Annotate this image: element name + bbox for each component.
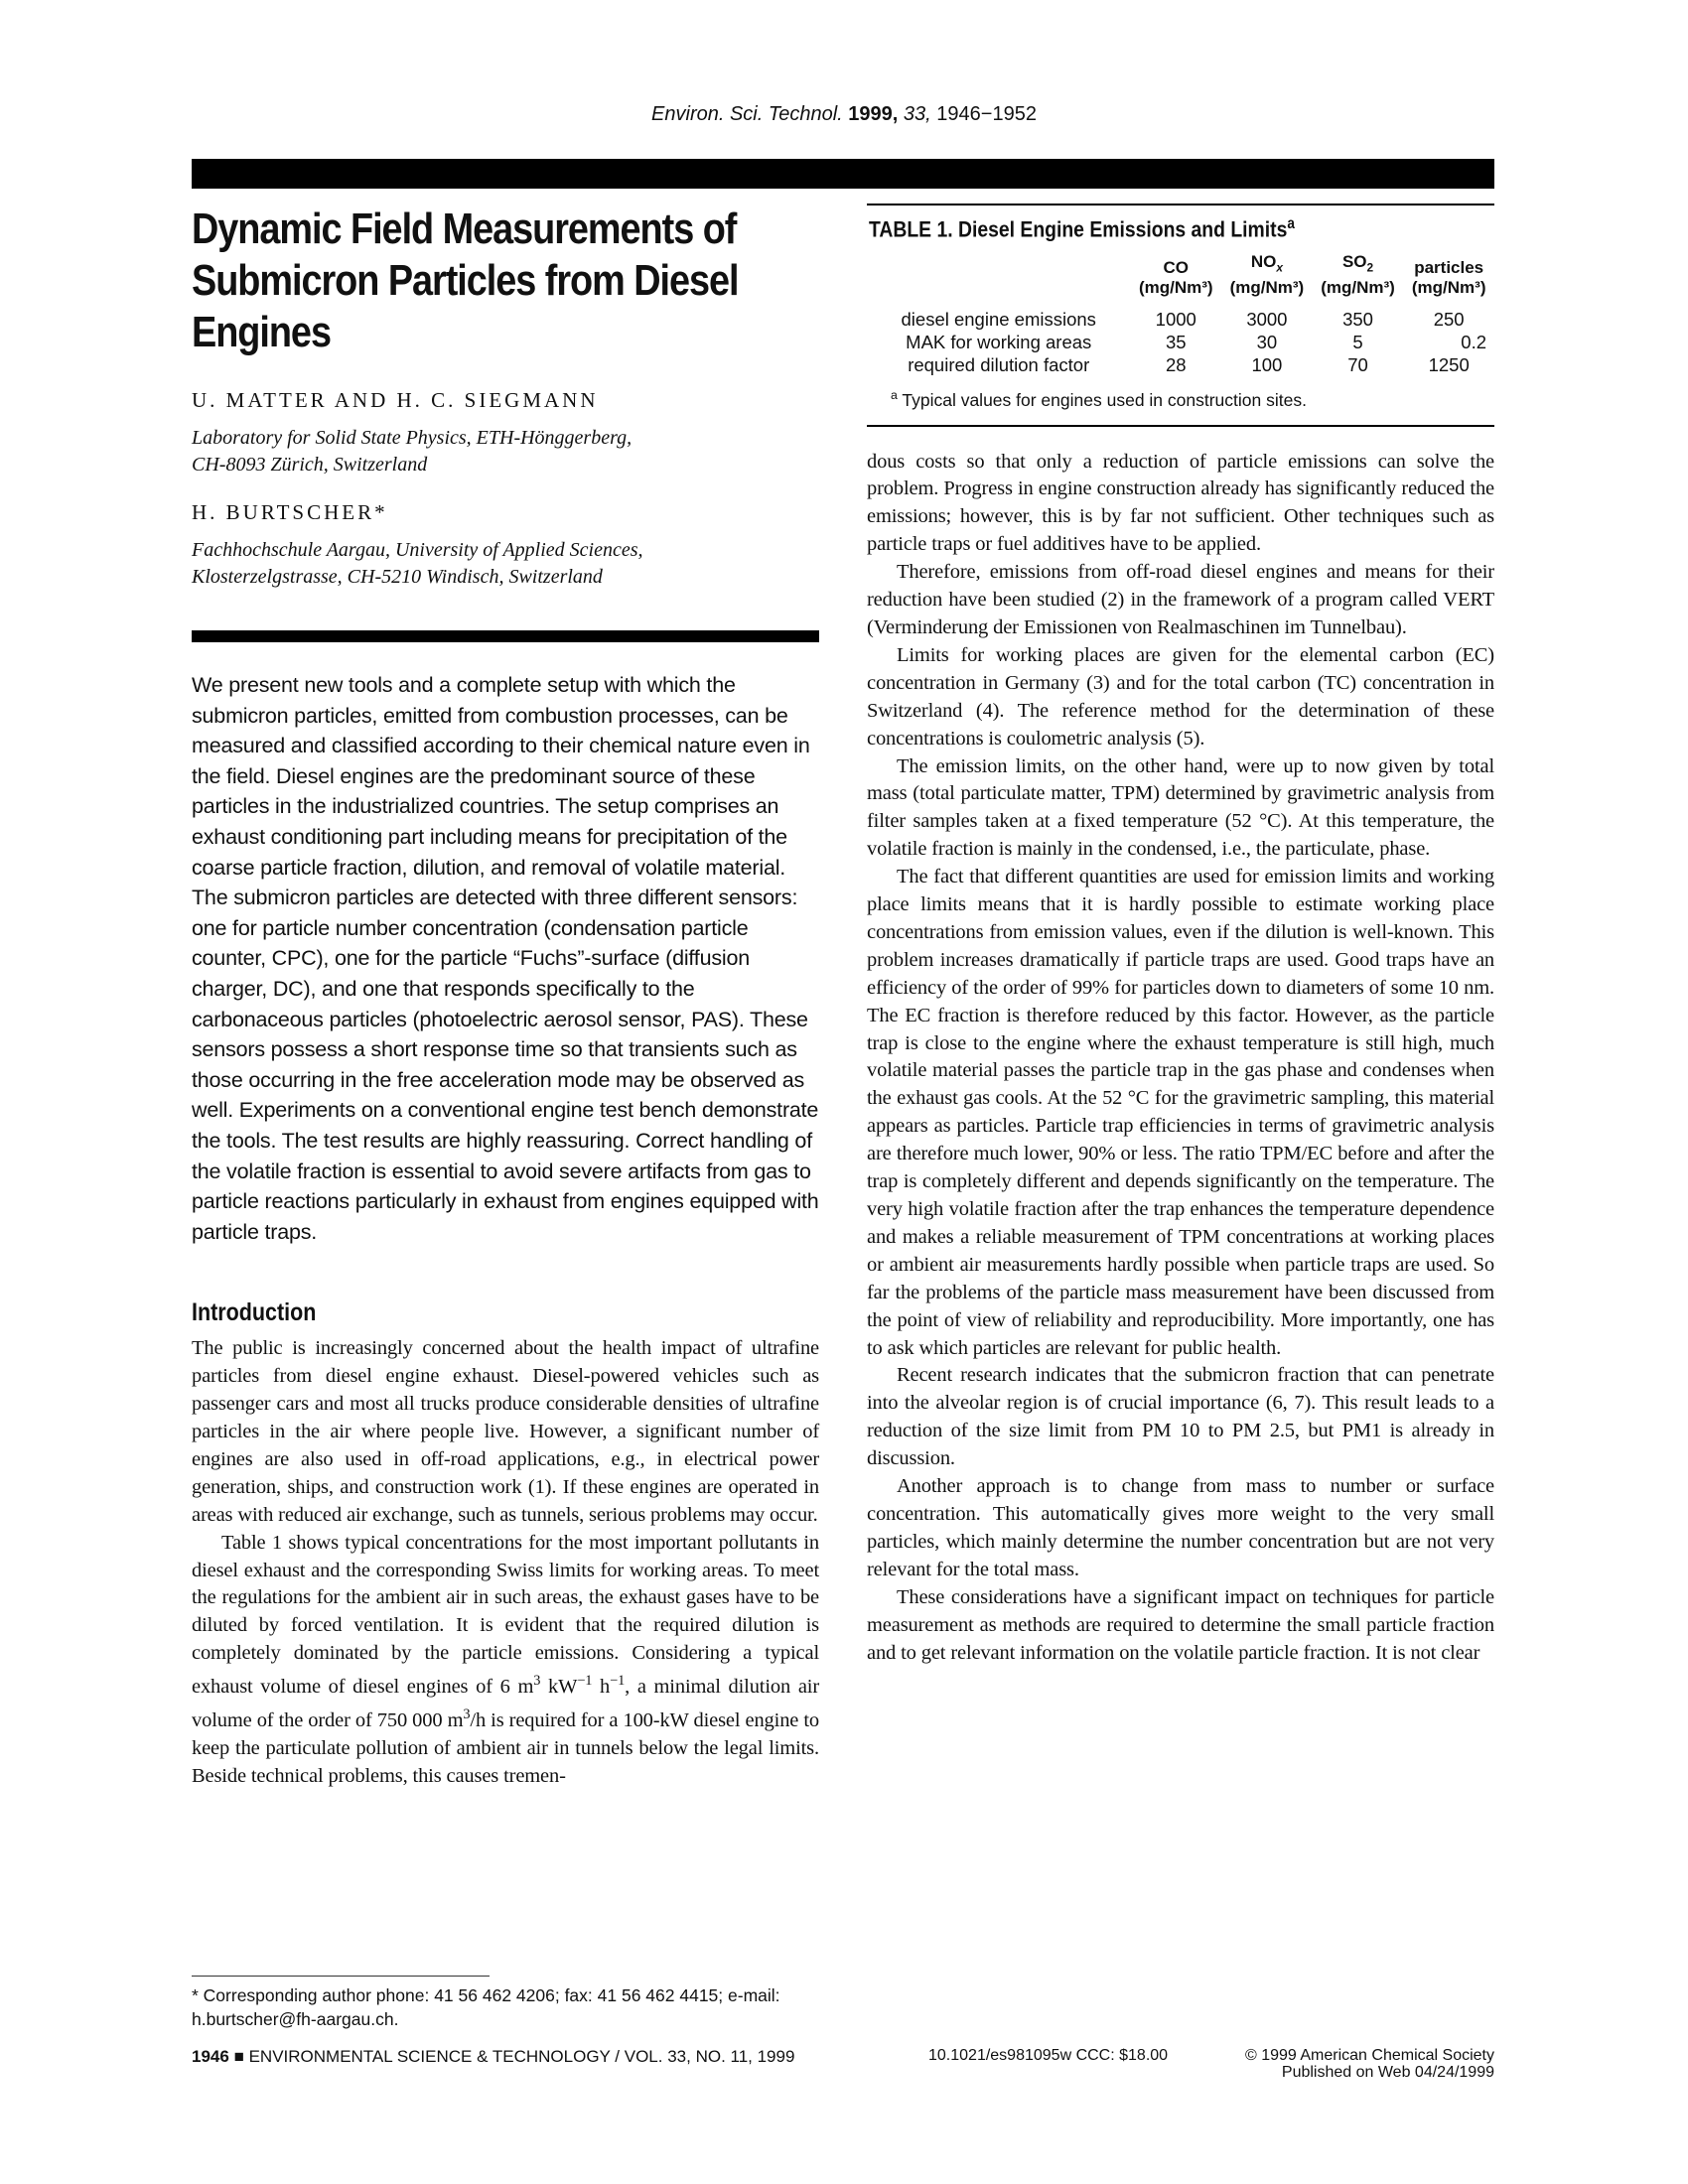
table-1-title-text: TABLE 1. Diesel Engine Emissions and Limits — [869, 216, 1288, 242]
abstract: We present new tools and a complete setup with which the submicron particles, emitted from combustion processes, can be measured and classified according to their chemical nature even in the field. Diesel engines are the predominant source of these particles in the industrialized countries. The setup comprises an exhaust conditioning part including means for precipitation of the coarse particle fraction, dilution, and removal of volatile material. The submicron particles are detected with three different sensors: one for particle number concentration (condensation particle counter, CPC), one for the particle “Fuchs”-surface (diffusion charger, DC), and one that responds specifically to the carbonaceous particles (photoelectric aerosol sensor, PAS). These sensors possess a short response time so that transients such as those occurring in the free acceleration mode may be observed as well. Experiments on a conventional engine test bench demonstrate the tools. The test results are highly reassuring. Correct handling of the volatile fraction is essential to avoid severe artifacts from gas to particle reactions particularly in exhaust from engines equipped with particle traps. — [192, 673, 819, 1244]
left-column — [192, 204, 819, 1790]
intro-p2-part-e: /h is required for a 100-kW diesel engine to keep the particulate pollution of ambient air in tunnels below the legal limits. Beside technical problems, this causes tremen- — [192, 1708, 820, 1787]
body-paragraph: dous costs so that only a reduction of particle emissions can solve the problem. Progress in engine construction already has significantly reduced the emissions; however, this is by far not sufficient. Other techniques such as particle traps or fuel additives have to be applied. — [867, 450, 1494, 556]
affiliation-2 — [192, 537, 819, 591]
col-so2-name: SO — [1341, 252, 1367, 272]
table-row — [867, 308, 1494, 331]
footer-copyright — [1211, 2047, 1494, 2081]
table-header-row — [867, 252, 1494, 307]
body-paragraph: The emission limits, on the other hand, were up to now given by total mass (total particulate matter, TPM) determined by gravimetric analysis from filter samples taken at a fixed temperature (52 °C). At this temperature, the volatile fraction is mainly in the condensed, i.e., the particulate, phase. — [867, 754, 1494, 861]
affiliation-1 — [192, 425, 819, 478]
table-cell: 5 — [1352, 331, 1363, 352]
col-co-name: CO — [1163, 257, 1189, 277]
table-header-nox — [1221, 252, 1313, 307]
table-note-text: Typical values for engines used in construction sites. — [902, 389, 1307, 410]
body-paragraph: The fact that different quantities are used for emission limits and working place limits means that it is hardly possible to estimate working place concentrations from emission values, even if the dilution is well-known. This problem increases dramatically if particle traps are used. Good traps have an efficiency of the order of 99% for particles down to diameters of some 10 nm. The EC fraction is therefore reduced by this factor. However, as the particle trap is close to the engine where the exhaust temperature is still high, much volatile material passes the particle trap in the gas phase and condenses when the exhaust gas cools. At the 52 °C for the gravimetric sampling, this material appears as particles. Particle trap efficiencies in terms of gravimetric analysis are therefore much lower, 90% or less. The ratio TPM/EC before and after the trap is completely different and depends significantly on the temperature. The very high volatile fraction after the trap enhances the temperature dependence and makes a reliable measurement of TPM concentrations at working places or ambient air measurements hardly possible when particle traps are used. So far the problems of the particle mass measurement have been discussed from the point of view of reliability and reproducibility. More importantly, one has to ask which particles are relevant for public health. — [867, 866, 1494, 1359]
col-nox-unit: (mg/Nm³) — [1229, 277, 1305, 297]
table-note-mark: a — [891, 387, 898, 402]
intro-paragraph-1: The public is increasingly concerned about the health impact of ultrafine particles from diesel engine exhaust. Diesel-powered vehicles such as passenger cars and most all trucks produce considerable densities of ultrafine particles in the air where people live. However, a significant number of engines are also used in off-road applications, e.g., in electrical power generation, ships, and construction work (1). If these engines are operated in areas with reduced air exchange, such as tunnels, serious problems may occur. — [192, 1337, 819, 1526]
sup-neg1-b: −1 — [610, 1673, 626, 1690]
table-cell: 100 — [1251, 353, 1283, 375]
abstract-rule — [192, 630, 819, 642]
row-label: diesel engine emissions — [901, 308, 1096, 330]
table-header-co — [1130, 252, 1221, 307]
running-head — [0, 103, 1688, 126]
table-header-particles — [1403, 252, 1494, 307]
row-label: MAK for working areas — [906, 331, 1092, 352]
sup-neg1-a: −1 — [577, 1673, 593, 1690]
right-body-text — [867, 449, 1494, 1668]
table-cell: 30 — [1256, 331, 1278, 352]
table-row — [867, 331, 1494, 353]
table-1-grid — [867, 252, 1494, 375]
footnote: * Corresponding author phone: 41 56 462 4206; fax: 41 56 462 4415; e-mail: h.burtscher@fh-aargau.ch. — [192, 1985, 780, 2029]
article-title: Dynamic Field Measurements of Submicron Particles from Diesel Engines — [192, 205, 739, 356]
copyright-line: © 1999 American Chemical Society — [1244, 2047, 1494, 2064]
col-nox-sub: x — [1276, 260, 1283, 275]
table-cell: 3000 — [1246, 308, 1288, 330]
footer-journal — [192, 2047, 794, 2067]
affiliation-2-line-b: Klosterzelgstrasse, CH-5210 Windisch, Switzerland — [192, 566, 603, 588]
footer-journal-info: ENVIRONMENTAL SCIENCE & TECHNOLOGY / VOL. 33, NO. 11, 1999 — [248, 2047, 795, 2066]
journal-volume: 33, — [903, 103, 931, 125]
page-number: 1946 — [192, 2047, 229, 2066]
col-so2-unit: (mg/Nm³) — [1321, 277, 1395, 297]
affiliation-2-line-a: Fachhochschule Aargau, University of Applied Sciences, — [192, 539, 643, 561]
section-heading-introduction: Introduction — [192, 1298, 317, 1327]
footnote-rule — [192, 1976, 490, 1977]
sup-cubic-1: 3 — [533, 1673, 541, 1690]
table-cell: 250 — [1433, 308, 1465, 330]
author-line-2: H. BURTSCHER* — [192, 500, 388, 524]
journal-name: Environ. Sci. Technol. — [651, 103, 843, 125]
table-1-title — [869, 215, 1419, 242]
table-cell: 1250 — [1428, 353, 1470, 375]
intro-p2-part-d: , a minimal dilution air volume of the order of 750 000 m — [192, 1675, 820, 1731]
right-column — [867, 204, 1494, 1667]
intro-p2-part-c: h — [592, 1675, 611, 1698]
body-paragraph: Recent research indicates that the submicron fraction that can penetrate into the alveolar region is of crucial importance (6, 7). This result leads to a reduction of the size limit from PM 10 to PM 2.5, but PM1 is already in discussion. — [867, 1364, 1494, 1470]
col-nox-name: NO — [1250, 252, 1277, 272]
table-cell: 28 — [1165, 353, 1187, 375]
author-line-1: U. MATTER AND H. C. SIEGMANN — [192, 388, 599, 412]
row-label: required dilution factor — [908, 353, 1090, 375]
body-paragraph: Limits for working places are given for the elemental carbon (EC) concentration in Germany (3) and for the total carbon (TC) concentration in Switzerland (4). The reference method for the determination of these concentrations is coulometric analysis (5). — [867, 643, 1494, 750]
affiliation-1-line-b: CH-8093 Zürich, Switzerland — [192, 454, 428, 476]
table-cell: 0.2 — [1461, 331, 1486, 352]
table-1 — [867, 204, 1494, 427]
table-cell: 1000 — [1155, 308, 1196, 330]
table-cell: 70 — [1347, 353, 1368, 375]
table-header-so2 — [1313, 252, 1404, 307]
table-cell: 35 — [1165, 331, 1187, 352]
affiliation-1-line-a: Laboratory for Solid State Physics, ETH-Hönggerberg, — [192, 427, 633, 449]
table-cell: 350 — [1342, 308, 1373, 330]
body-paragraph: Therefore, emissions from off-road diesel engines and means for their reduction have been studied (2) in the framework of a program called VERT (Verminderung der Emissionen von Realmaschinen im Tunnelbau). — [867, 561, 1494, 638]
col-particles-name: particles — [1414, 257, 1484, 277]
header-rule — [192, 159, 1494, 189]
footer-doi: 10.1021/es981095w CCC: $18.00 — [928, 2047, 1169, 2064]
intro-paragraph-2 — [192, 1530, 819, 1791]
col-co-unit: (mg/Nm³) — [1138, 277, 1213, 297]
sup-cubic-2: 3 — [463, 1706, 471, 1722]
footer-bullet: ■ — [233, 2047, 244, 2066]
journal-year: 1999, — [848, 103, 899, 125]
intro-p2-part-b: kW — [540, 1675, 578, 1698]
table-header-blank — [867, 252, 1130, 307]
body-paragraph: Another approach is to change from mass to number or surface concentration. This automatically gives more weight to the very small particles, which mainly determine the number concentration but are not very relevant for the total mass. — [867, 1475, 1494, 1580]
intro-p2-part-a: Table 1 shows typical concentrations for the most important pollutants in diesel exhaust and the corresponding Swiss limits for working areas. To meet the regulations for the ambient air in such areas, the exhaust gases have to be diluted by forced ventilation. It is evident that the required dilution is completely dominated by the particle emissions. Considering a typical exhaust volume of diesel engines of 6 m — [192, 1531, 819, 1698]
table-row — [867, 353, 1494, 376]
col-particles-unit: (mg/Nm³) — [1411, 277, 1486, 297]
table-1-title-footnote-mark: a — [1287, 215, 1295, 232]
published-line: Published on Web 04/24/1999 — [1281, 2064, 1494, 2081]
col-so2-sub: 2 — [1366, 260, 1374, 275]
body-paragraph: These considerations have a significant impact on techniques for particle measurement as methods are required to determine the small particle fraction and to get relevant information on the volatile particle fraction. It is not clear — [867, 1585, 1494, 1664]
journal-pages: 1946−1952 — [936, 103, 1037, 125]
table-1-footnote — [891, 388, 1494, 411]
